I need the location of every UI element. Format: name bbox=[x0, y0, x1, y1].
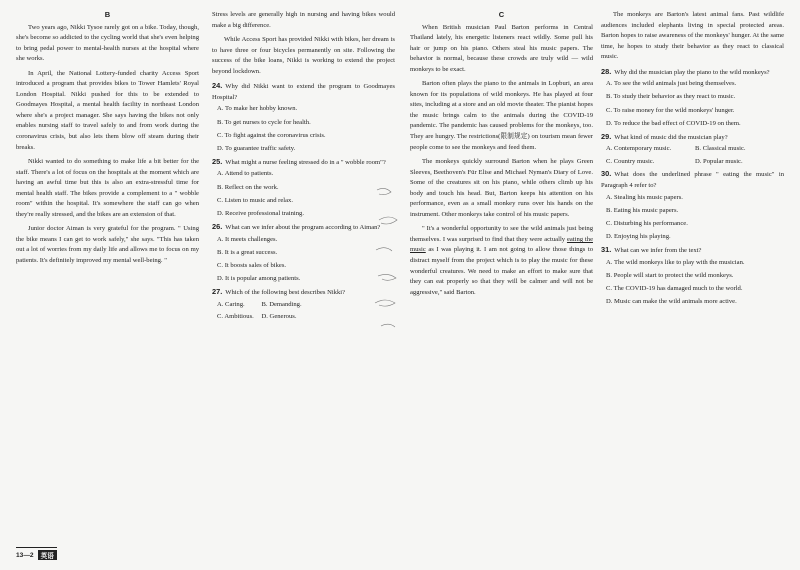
answer-option[interactable]: B. Eating his music papers. bbox=[606, 206, 679, 214]
answer-option[interactable]: C. Country music. bbox=[606, 157, 655, 165]
answer-option[interactable]: D. It is popular among patients. bbox=[217, 275, 301, 283]
answer-option[interactable]: C. To raise money for the wild monkeys' hunger. bbox=[606, 106, 735, 114]
question-number: 29. bbox=[601, 131, 612, 141]
section-title-c: C bbox=[498, 10, 505, 19]
answer-options-row bbox=[606, 144, 784, 155]
column-1 bbox=[16, 10, 199, 271]
answer-option[interactable]: B. Classical music. bbox=[695, 145, 746, 153]
passage-b-paragraph: Nikki wanted to do something to make life a bit better for the staff. There's a lot of focus on the hospitals at the moment which are having an awful time but this is also an extra-stressful time for mental health staff. The bikes provide a complement to a " wobble room" within the hospital. It's somewhere the staff can go when they're really stressed, and the bikes are an extension of that. bbox=[16, 158, 199, 218]
answer-option[interactable]: C. Ambitious. bbox=[217, 313, 254, 321]
passage-b-paragraph: While Access Sport has provided Nikki with bikes, her dream is to have three or four bicycles permanently on site. Following the success of the bike loans, Nikki is working to extend the project beyond lockdown. bbox=[212, 36, 395, 75]
section-title-b: B bbox=[104, 10, 111, 19]
answer-option[interactable]: D. Generous. bbox=[261, 313, 297, 321]
question-number: 28. bbox=[601, 66, 612, 76]
question-number: 30. bbox=[601, 169, 612, 179]
question-24 bbox=[212, 81, 395, 154]
question-27 bbox=[212, 287, 395, 323]
passage-b-paragraph: In April, the National Lottery-funded charity Access Sport introduced a program that provides bikes to Tower Hamlets' Royal London Hospital. Nikki pushed for this to be extended to Goodmayes Hospital, a mental health facility in northeast London where she's a project manager. She says having the bikes not only enables nursing staff to travel safely to and from work during the coronavirus crisis, but also lets them blow off steam during their breaks. bbox=[16, 69, 199, 151]
passage-c-paragraph: The monkeys quickly surround Barton when he plays Green Sleeves, Beethoven's Für Elise and Michael Nyman's Diary of Love. Some of the creatures sit on his piano, while others climb up his body and touch his head. But, Barton keeps his attention on his performance, even as a small monkey runs over his hands on the instrument. Other monkeys take control of his music papers. bbox=[410, 158, 593, 218]
question-stem: What can we infer about the program according to Aiman? bbox=[225, 224, 381, 232]
passage-c-paragraph: The monkeys are Barton's latest animal fans. Past wildlife audiences included elephants living in special protected areas. Barton hopes to raise awareness of the monkeys' hunger. At the same time, he hopes to study their behavior as they react to classical music. bbox=[601, 11, 784, 61]
question-31 bbox=[601, 245, 784, 308]
answer-option[interactable]: C. It boosts sales of bikes. bbox=[217, 261, 287, 269]
passage-b-paragraph: Junior doctor Aiman is very grateful for the program. " Using the bike means I can get to work safely," she says. "This has taken out a lot of worries from my daily life and allows me to focus on my patients. It's definitely improved my mental well-being. " bbox=[16, 225, 199, 265]
passage-c-paragraph-4: " It's a wonderful opportunity to see the wild animals just being themselves. I was surprised to find that they were actually eating the music as I was playing it. I am not going to allow those things to distract myself from the project which is to play the music for these wonderful creatures. We need to make an effort to make sure that they can eat properly so that they will be calmer and will not be aggressive," said Barton. bbox=[410, 225, 593, 296]
answer-option[interactable]: C. Listen to music and relax. bbox=[217, 196, 293, 204]
answer-option[interactable]: A. Contemporary music. bbox=[606, 145, 672, 153]
column-3 bbox=[410, 10, 593, 302]
answer-option[interactable]: A. To make her hobby known. bbox=[217, 105, 298, 113]
subject-label: 英语 bbox=[38, 550, 57, 560]
question-stem: Which of the following best describes Nikki? bbox=[225, 289, 346, 297]
question-28 bbox=[601, 67, 784, 130]
question-number: 24. bbox=[212, 81, 223, 91]
passage-c-paragraph: When British musician Paul Barton performs in Central Thailand lately, his energetic listeners react wildly. Some pull his hair or jump on his piano. Others steal his music papers. The behavior is normal, because these crowds are truly wild — wild monkeys to be exact. bbox=[410, 23, 593, 73]
question-stem: Why did the musician play the piano to the wild monkeys? bbox=[614, 68, 770, 76]
answer-option[interactable]: D. To reduce the bad effect of COVID-19 on them. bbox=[606, 119, 741, 127]
question-25 bbox=[212, 157, 395, 220]
question-number: 27. bbox=[212, 287, 223, 297]
page-footer bbox=[16, 547, 57, 560]
question-stem: What might a nurse feeling stressed do in a " wobble room"? bbox=[225, 158, 386, 166]
answer-option[interactable]: B. People will start to protect the wild monkeys. bbox=[606, 271, 734, 279]
answer-option[interactable]: B. To study their behavior as they react to music. bbox=[606, 93, 736, 101]
answer-option[interactable]: A. Attend to patients. bbox=[217, 170, 274, 178]
question-stem: What can we infer from the text? bbox=[614, 247, 702, 255]
page-number: 13—2 bbox=[16, 551, 34, 559]
passage-b-paragraph: Stress levels are generally high in nursing and having bikes would make a big difference. bbox=[212, 11, 395, 29]
answer-option[interactable]: A. Caring. bbox=[217, 300, 245, 308]
answer-option[interactable]: D. Enjoying his playing. bbox=[606, 233, 671, 240]
answer-option[interactable]: C. The COVID-19 has damaged much to the world. bbox=[606, 284, 743, 292]
question-stem: What does the underlined phrase " eating the music" in Paragraph 4 refer to? bbox=[601, 171, 784, 190]
answer-option[interactable]: C. Disturbing his performance. bbox=[606, 219, 688, 227]
answer-option[interactable]: D. Music can make the wild animals more active. bbox=[606, 298, 737, 306]
question-number: 31. bbox=[601, 245, 612, 255]
answer-option[interactable]: D. Receive professional training. bbox=[217, 209, 304, 217]
answer-option[interactable]: A. The wild monkeys like to play with the musician. bbox=[606, 258, 745, 266]
column-2 bbox=[212, 10, 395, 325]
question-29 bbox=[601, 132, 784, 168]
question-stem: Why did Nikki want to extend the program to Goodmayes Hospital? bbox=[212, 83, 395, 101]
answer-option[interactable]: B. To get nurses to cycle for health. bbox=[217, 118, 311, 126]
answer-option[interactable]: B. Reflect on the work. bbox=[217, 183, 279, 191]
answer-option[interactable]: B. It is a great success. bbox=[217, 248, 278, 256]
answer-option[interactable]: A. To see the wild animals just being themselves. bbox=[606, 80, 737, 88]
answer-option[interactable]: C. To fight against the coronavirus crisis. bbox=[217, 131, 326, 139]
answer-options-row bbox=[217, 300, 395, 311]
underlined-phrase: eating the music bbox=[410, 235, 593, 254]
answer-options-row bbox=[217, 312, 395, 323]
passage-b-paragraph: Two years ago, Nikki Tysoe rarely got on a bike. Today, though, she's become so addicted to the cycling world that she's even helping to bring pedal power to mental-health nurses at the hospital where she works. bbox=[16, 23, 199, 63]
answer-option[interactable]: B. Demanding. bbox=[261, 300, 302, 308]
answer-option[interactable]: D. To guarantee traffic safety. bbox=[217, 144, 296, 152]
answer-option[interactable]: D. Popular music. bbox=[695, 157, 743, 165]
answer-option[interactable]: A. It meets challenges. bbox=[217, 235, 278, 243]
question-number: 26. bbox=[212, 222, 223, 232]
answer-option[interactable]: A. Stealing his music papers. bbox=[606, 193, 683, 201]
answer-options-row bbox=[606, 157, 784, 168]
column-4 bbox=[601, 10, 784, 310]
question-30 bbox=[601, 169, 784, 242]
question-number: 25. bbox=[212, 156, 223, 166]
passage-c-paragraph: Barton often plays the piano to the animals in Lopburi, an area known for its populations of wild monkeys. He has played at four sites, including at a store and an old movie theater. The pianist hopes the music brings calm to the animals during the COVID-19 pandemic. The pandemic has caused problems for the monkeys, too. They are hungry. The restrictions(限制规定) on tourism mean fewer people come to see the monkeys and feed them. bbox=[410, 80, 593, 151]
question-stem: What kind of music did the musician play? bbox=[614, 133, 728, 141]
question-26 bbox=[212, 222, 395, 285]
